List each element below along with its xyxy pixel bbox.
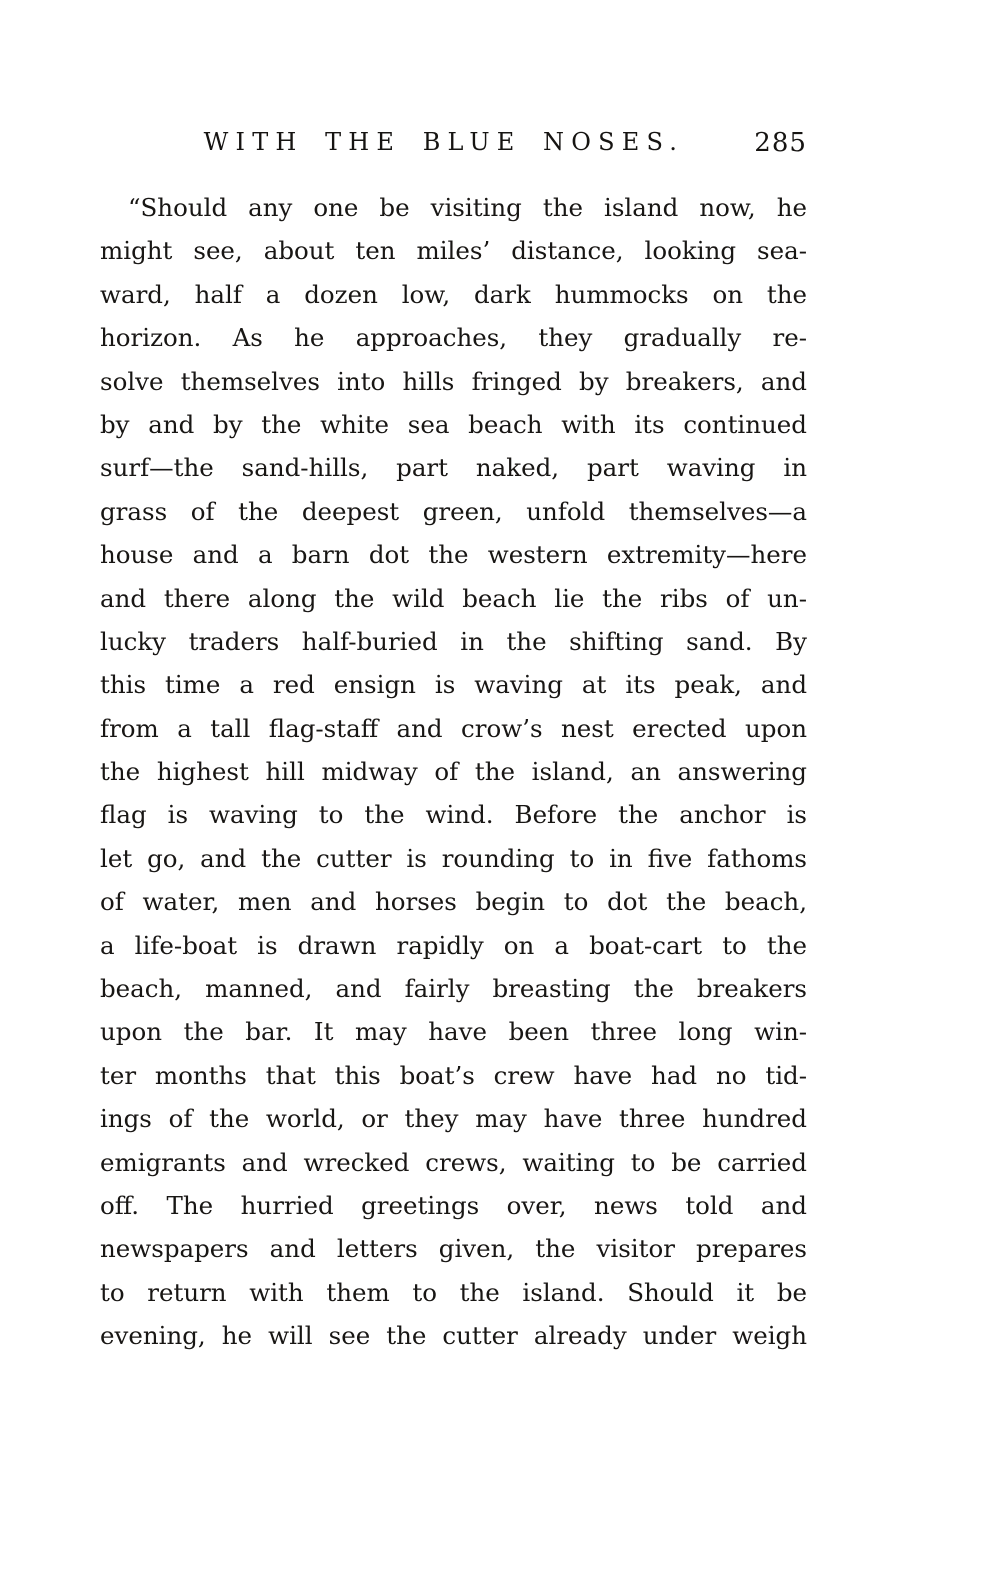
text-line: beach, manned, and fairly breasting the breakers: [100, 974, 807, 1004]
page-header: [100, 128, 807, 164]
text-line: by and by the white sea beach with its continued: [100, 409, 807, 439]
text-line: off. The hurried greetings over, news told and: [100, 1190, 807, 1220]
text-line: this time a red ensign is waving at its peak, and: [100, 670, 807, 700]
text-line: surf—the sand-hills, part naked, part waving in: [100, 453, 807, 483]
text-line: of water, men and horses begin to dot the beach,: [100, 887, 807, 917]
text-line: solve themselves into hills fringed by breakers, and: [100, 366, 807, 396]
text-line: let go, and the cutter is rounding to in five fathoms: [100, 843, 807, 873]
text-line: ward, half a dozen low, dark hummocks on the: [100, 279, 807, 309]
text-line: ter months that this boat’s crew have had no tid-: [100, 1060, 807, 1090]
text-line: a life-boat is drawn rapidly on a boat-cart to the: [100, 930, 807, 960]
text-line: and there along the wild beach lie the ribs of un-: [100, 583, 807, 613]
running-title: WITH THE BLUE NOSES.: [203, 128, 685, 156]
text-line: might see, about ten miles’ distance, looking sea-: [100, 236, 807, 266]
text-line: upon the bar. It may have been three long win-: [100, 1017, 807, 1047]
text-line: grass of the deepest green, unfold themselves—a: [100, 496, 807, 526]
text-line: “Should any one be visiting the island now, he: [128, 193, 807, 222]
text-line: horizon. As he approaches, they gradually re-: [100, 323, 807, 353]
body-text: [100, 186, 807, 1358]
text-line: ings of the world, or they may have three hundred: [100, 1104, 807, 1134]
page-number: 285: [754, 128, 807, 158]
text-line: evening, he will see the cutter already under weigh: [100, 1321, 807, 1351]
text-line: lucky traders half-buried in the shifting sand. By: [100, 626, 807, 656]
text-line: from a tall flag-staff and crow’s nest erected upon: [100, 713, 807, 743]
text-line: emigrants and wrecked crews, waiting to be carried: [100, 1147, 807, 1177]
text-line: newspapers and letters given, the visitor prepares: [100, 1234, 807, 1264]
text-line: the highest hill midway of the island, an answering: [100, 757, 807, 787]
text-line: house and a barn dot the western extremity—here: [100, 540, 807, 570]
text-line: to return with them to the island. Should it be: [100, 1277, 807, 1307]
text-line: flag is waving to the wind. Before the anchor is: [100, 800, 807, 830]
